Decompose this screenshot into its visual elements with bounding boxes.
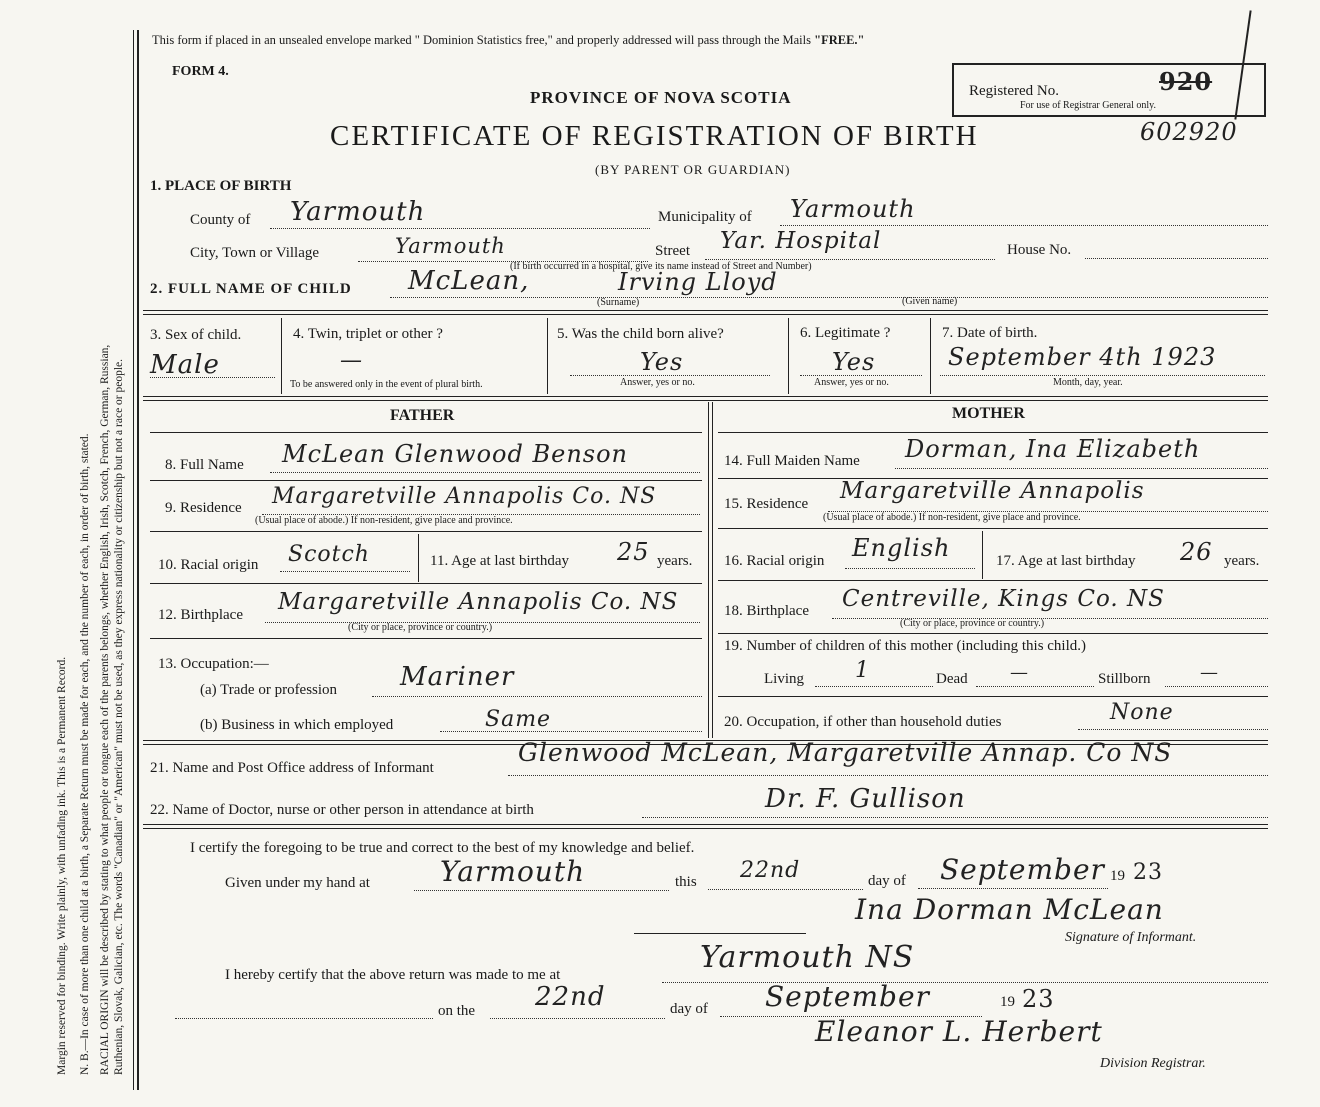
house-label: House No.	[1007, 242, 1072, 258]
father-years: years.	[657, 553, 693, 569]
house-line	[1085, 258, 1268, 259]
mother-rule-6	[718, 696, 1268, 697]
father-age: 25	[617, 538, 650, 566]
municipality-label: Municipality of	[658, 209, 752, 225]
father-rule-3	[150, 531, 702, 532]
mother-years: years.	[1224, 553, 1260, 569]
registrar-statement: I hereby certify that the above return was made to me at	[225, 967, 561, 983]
city-value: Yarmouth	[395, 234, 506, 258]
mother-racial-line	[845, 568, 975, 569]
business-line	[440, 731, 702, 732]
margin-note-2: N. B.—In case of more than one child at a birth, a Separate Return must be made for each, and the number of each, in order of birth, stated.	[79, 433, 91, 1075]
sex-line	[150, 377, 275, 378]
mother-rule-5	[718, 633, 1268, 634]
given-day-line	[708, 889, 863, 890]
mother-occupation-line	[1078, 729, 1268, 730]
father-residence-label: 9. Residence	[165, 500, 242, 516]
rule-certify-top	[143, 824, 1268, 825]
form-number: FORM 4.	[172, 64, 229, 79]
street-value: Yar. Hospital	[720, 228, 882, 254]
street-label: Street	[655, 243, 690, 259]
day-of-label: day of	[868, 873, 906, 889]
mother-rule-3	[718, 528, 1268, 529]
father-rule-2	[150, 480, 702, 481]
mother-age-divider	[982, 531, 983, 579]
alive-caption: Answer, yes or no.	[620, 377, 695, 388]
father-age-label: 11. Age at last birthday	[430, 553, 569, 569]
mother-name-label: 14. Full Maiden Name	[724, 453, 860, 469]
rule-top-row-2	[143, 314, 1268, 315]
place-of-birth-label: 1. PLACE OF BIRTH	[150, 178, 292, 194]
registrar-caption: Division Registrar.	[1100, 1056, 1206, 1071]
rule-certify-top-2	[143, 828, 1268, 829]
rule-top-row	[143, 310, 1268, 311]
trade-line	[372, 696, 702, 697]
registrar-signature: Eleanor L. Herbert	[815, 1015, 1103, 1048]
father-rule-5	[150, 638, 702, 639]
given-place-line	[414, 890, 669, 891]
father-rule-1	[150, 432, 702, 433]
county-label: County of	[190, 212, 251, 228]
dead-line	[976, 686, 1094, 687]
reg-day: 22nd	[535, 982, 606, 1012]
reg-month: September	[765, 980, 930, 1013]
doctor-value: Dr. F. Gullison	[765, 784, 966, 814]
trade-label: (a) Trade or profession	[200, 682, 338, 698]
mother-age: 26	[1180, 538, 1213, 566]
municipality-line	[780, 225, 1268, 226]
reg-day-of-label: day of	[670, 1001, 708, 1017]
mother-name: Dorman, Ina Elizabeth	[905, 435, 1201, 463]
informant-value: Glenwood McLean, Margaretville Annap. Co NS	[518, 738, 1173, 767]
margin-note-4: Ruthenian, Slovak, Galician, etc. The words "Canadian" or "American" must not be used, as they express nationality or citizenship but not a race or people.	[113, 358, 125, 1075]
parents-divider	[708, 402, 709, 738]
father-heading: FATHER	[390, 407, 455, 424]
father-name: McLean Glenwood Benson	[282, 440, 629, 468]
twin-note: To be answered only in the event of plural birth.	[290, 379, 483, 390]
mother-residence-caption: (Usual place of abode.) If non-resident, give place and province.	[823, 512, 1081, 523]
father-racial-line	[280, 571, 410, 572]
given-place: Yarmouth	[440, 855, 586, 888]
doctor-label: 22. Name of Doctor, nurse or other person in attendance at birth	[150, 802, 534, 818]
rule-parents-top	[143, 396, 1268, 397]
child-name-label: 2. FULL NAME OF CHILD	[150, 281, 352, 297]
father-racial: Scotch	[288, 542, 370, 567]
mother-birthplace: Centreville, Kings Co. NS	[842, 586, 1165, 612]
child-surname: McLean,	[408, 266, 530, 296]
alive-label: 5. Was the child born alive?	[557, 326, 724, 342]
mother-rule-4	[718, 580, 1268, 581]
twin-label: 4. Twin, triplet or other ?	[293, 326, 443, 342]
father-name-line	[270, 472, 700, 473]
mother-heading: MOTHER	[952, 405, 1025, 422]
business-label: (b) Business in which employed	[200, 717, 394, 733]
father-rule-4	[150, 583, 702, 584]
living-line	[815, 686, 933, 687]
margin-note-1: Margin reserved for binding. Write plainly, with unfading ink. This is a Permanent Record.	[56, 656, 68, 1075]
father-birthplace-caption: (City or place, province or country.)	[348, 622, 493, 633]
father-residence: Margaretville Annapolis Co. NS	[272, 484, 657, 509]
municipality-value: Yarmouth	[790, 195, 916, 223]
mother-birthplace-caption: (City or place, province or country.)	[900, 618, 1045, 629]
child-given-name: Irving Lloyd	[618, 268, 778, 296]
mother-birthplace-label: 18. Birthplace	[724, 603, 809, 619]
dead-label: Dead	[936, 671, 968, 687]
living-label: Living	[764, 671, 804, 687]
mother-rule-1	[718, 432, 1268, 433]
reg-year: 23	[1022, 985, 1055, 1013]
blank-rule	[634, 933, 806, 934]
living-value: 1	[855, 658, 870, 683]
rule-parents-top-2	[143, 400, 1268, 401]
street-line	[705, 259, 995, 260]
given-caption: (Given name)	[902, 296, 958, 307]
alive-value: Yes	[640, 348, 684, 376]
legitimate-value: Yes	[832, 348, 876, 376]
informant-signature: Ina Dorman McLean	[855, 893, 1164, 926]
given-month-line	[918, 888, 1108, 889]
given-day: 22nd	[740, 858, 801, 883]
reg-day-line	[490, 1018, 665, 1019]
given-year: 23	[1133, 860, 1163, 885]
mother-name-line	[895, 468, 1268, 469]
mother-residence-label: 15. Residence	[724, 496, 809, 512]
dead-value: —	[1010, 662, 1029, 683]
divider-4	[547, 318, 548, 394]
county-value: Yarmouth	[290, 197, 426, 227]
given-under-label: Given under my hand at	[225, 875, 370, 891]
margin-note-3: RACIAL ORIGIN will be described by stating to what people or tongue each of the parents belongs, whether English, Irish, Scotch, French, German, Russian,	[99, 344, 111, 1075]
mother-racial-label: 16. Racial origin	[724, 553, 825, 569]
mail-note-text: This form if placed in an unsealed envelope marked " Dominion Statistics free," and properly addressed will pass through the Mails	[152, 33, 811, 47]
city-label: City, Town or Village	[190, 245, 320, 261]
father-residence-caption: (Usual place of abode.) If non-resident, give place and province.	[255, 515, 513, 526]
binding-rule	[133, 30, 134, 1090]
dob-caption: Month, day, year.	[1053, 377, 1123, 388]
sex-label: 3. Sex of child.	[150, 327, 242, 343]
reg-year-prefix: 19	[1000, 994, 1015, 1010]
province: PROVINCE OF NOVA SCOTIA	[530, 88, 792, 107]
registrar-note: For use of Registrar General only.	[1020, 100, 1156, 111]
mail-free: "FREE."	[814, 33, 865, 47]
dob-label: 7. Date of birth.	[942, 325, 1038, 341]
child-name-line	[390, 297, 1268, 298]
doctor-line	[642, 817, 1268, 818]
registrar-place: Yarmouth NS	[700, 940, 915, 975]
surname-caption: (Surname)	[597, 297, 640, 308]
mother-age-label: 17. Age at last birthday	[996, 553, 1136, 569]
registrar-place-line	[662, 982, 1268, 983]
page-title: CERTIFICATE OF REGISTRATION OF BIRTH	[330, 120, 979, 152]
mother-birthplace-line	[832, 618, 1268, 619]
stillborn-value: —	[1200, 662, 1219, 683]
stillborn-line	[1165, 686, 1268, 687]
this-label: this	[675, 874, 697, 890]
father-name-label: 8. Full Name	[165, 457, 244, 473]
mail-note	[152, 33, 864, 48]
father-birthplace: Margaretville Annapolis Co. NS	[278, 589, 679, 615]
parents-divider-2	[712, 402, 713, 738]
informant-caption: Signature of Informant.	[1065, 930, 1197, 945]
legitimate-caption: Answer, yes or no.	[814, 377, 889, 388]
informant-label: 21. Name and Post Office address of Informant	[150, 760, 434, 776]
certify-statement: I certify the foregoing to be true and correct to the best of my knowledge and belief.	[190, 840, 695, 856]
registered-label: Registered No.	[969, 83, 1059, 99]
dob-value: September 4th 1923	[948, 343, 1217, 371]
mother-residence: Margaretville Annapolis	[840, 478, 1145, 504]
mother-occupation: None	[1110, 700, 1174, 725]
mother-occupation-label: 20. Occupation, if other than household duties	[724, 714, 1002, 730]
father-birthplace-label: 12. Birthplace	[158, 607, 243, 623]
informant-line	[508, 775, 1268, 776]
mother-racial: English	[852, 534, 951, 562]
year-prefix: 19	[1110, 868, 1125, 884]
father-age-divider	[418, 534, 419, 582]
occupation-label: 13. Occupation:—	[158, 656, 269, 672]
father-racial-label: 10. Racial origin	[158, 557, 259, 573]
dob-line	[940, 375, 1265, 376]
registered-box	[952, 63, 1266, 117]
onthe-pre-line	[175, 1018, 433, 1019]
given-month: September	[940, 853, 1105, 886]
registered-number: 920	[1159, 67, 1213, 96]
handwritten-number: 602920	[1140, 118, 1238, 146]
business-value: Same	[485, 707, 552, 732]
county-line	[270, 228, 650, 229]
trade-value: Mariner	[400, 662, 515, 692]
hospital-note: (If birth occurred in a hospital, give its name instead of Street and Number)	[510, 261, 812, 272]
divider-3	[281, 318, 282, 394]
on-the-label: on the	[438, 1003, 476, 1019]
sex-value: Male	[150, 350, 220, 380]
legitimate-label: 6. Legitimate ?	[800, 325, 891, 341]
subtitle: (BY PARENT OR GUARDIAN)	[595, 162, 791, 177]
divider-6	[930, 318, 931, 394]
children-label: 19. Number of children of this mother (including this child.)	[724, 638, 1087, 654]
twin-value: —	[340, 348, 363, 373]
divider-5	[788, 318, 789, 394]
binding-rule-2	[137, 30, 139, 1090]
stillborn-label: Stillborn	[1098, 671, 1151, 687]
